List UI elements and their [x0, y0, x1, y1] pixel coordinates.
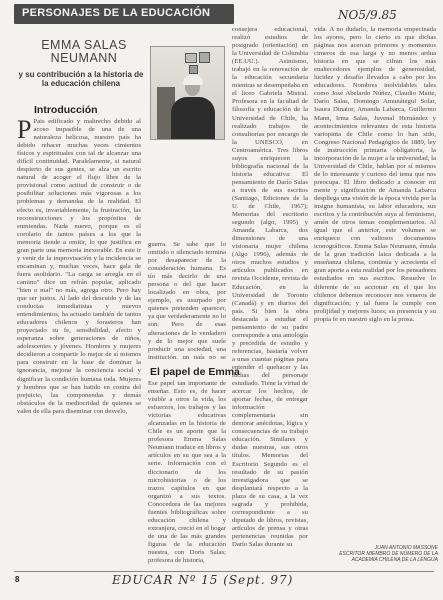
column-2b-text: Ese papel tan importante de enseñar. Esto es, de hacer visible a otros la vida, los esfuerzos, los trabajos y las victorias educativas alcanzadas en la historia de Chile es un aporte que la profesora Emma Salas Neumann traduce en libros y artículos en su que sea a la serie. Información con el diccionario de los microhistorias o de los trazos capítulos en que organizó a sus textos. Conocedora de las mejores fuentes bibliográficas sobre educación chilena y extranjera, creció en el hogar de una de las más grandes figuras de la educación nuestra, con Doris Salas; profesora de historia, [148, 380, 226, 565]
column-1-text: Pais edificado y maltrecho debido al acoso impasible de una de una naturaleza belicosa, nuestro país ha debido rehacer muchas veces cimientos físicos y espirituales con tal de alcanzar una difícil continuidad. Paralelamente, si natural despierto de sus gentes, se alza un escrito natural de acoger el flujo libre de la provisional como actitud de construir o de posibilitar soluciones más vigorosas a los problemas y demandas de la realidad. El efecto es, invariablemente, la frustración, las reconstrucciones y los propósitos de enmiendas. Nada nuevo, porque es el corolario de tantos países a los que la memoria tiende a omitir, lo que justifica en gran parte una memoria inexorable. En este ir y venir de la improvisación y la incidencia se encaminan y, muchas veces, hace gala de fuera asolidario. "La carga se arregla en el camino" dice un refrán popular, aplicado "bien o mal" no más, agrega otro. Pero hay que ser justos. Al lado del descuido y de las conductas inmediatistas y nuevos entendimientos, ha actuado también de tantos educadores chilenos y forasteros han proyectado su fe, sensibilidad, afecto y esperanza sobre generaciones de niños, adolescentes y jóvenes. Hombres y mujeres decidieron a compartir lo mejor de sí mismos para construir en la base de dominar la ignorancia, mejorar la conciencia social y dignificar la condición humana toda. Mujeres y hombres que se han batido en contra del prejuicio, las componendas y demás obstáculos de la mediocridad de quienes se valen de ella para diseminar con desvelo, [17, 118, 141, 415]
wall-picture [185, 53, 197, 63]
column-2-top [148, 241, 226, 359]
column-1 [17, 118, 141, 566]
column-4-text: vida. A no dudarlo, la memoria empecinada los ayores, pero lo cierto es que dichas páginas nos acercan primores y momentos cimeros de esa larga y no menos ardua historia en que se cifran los más enaltecedores ejemplos de generosidad, lucidez y desafío llevados a cabo por los educadores. Nombres inolvidables tales como José Abelardo Núñez, Claudio Matte, Darío Salas, Domingo Amunátegui Solar, Isaura Dinator, Amanda Labarca, Guillermo Mann, Irma Salas, Juvenal Hernández y acontecimientos relevantes de esta historia variopinta de Chile como lo han sido, Congreso Nacional Pedagógico de 1889, ley de instrucción primaria obligatoria, la incorporación de la mujer a la universidad, la Universidad de Chile, hablan por sí mismos de lo interesante y curioso del tema que nos preocupa. El libro dedicado a conocer mi mente y significación de Amanda Labarca despliega una visión de la época vivida por la insigne humanista, su labor educadora, sus escritos y la contribución suya al feminismo, amén de otros temas complementarios. Al igual que el anterior, este volumen se enriquece con valiosos documentos iconográficos. Emma Salas Neumann, émula de la gran tradición laica dedicada a la enseñanza chilena, continúa y acrecienta el gran aporte a esta realidad por los pensadores estudiados en sus escritos. Resuelve lo diferente de su accionar en el que los chilenos debemos reconocer nos veneros de dignificación; y tal fuera la cumple con prolijidad y mejores luces; su presencia y su propia fe en nuestro siglo en la prosa. [314, 26, 436, 323]
heading-papel-emma: El papel de Emma [150, 366, 240, 378]
signature-role-2: ACADEMIA CHILENA DE LA LENGUA [351, 557, 438, 563]
column-3 [232, 26, 308, 566]
section-header [14, 4, 234, 24]
title-line-1: EMMA SALAS [41, 38, 127, 52]
article-title [34, 39, 134, 65]
wall-picture [189, 65, 198, 74]
handwritten-note [338, 6, 423, 26]
heading-introduccion: Introducción [34, 104, 98, 116]
footer-rule [14, 571, 434, 572]
person-figure [171, 97, 215, 139]
portrait-photo [150, 46, 225, 140]
page-number: 8 [15, 575, 20, 584]
column-4 [314, 26, 436, 541]
author-signature [316, 545, 438, 563]
handwritten-footer: EDUCAR Nº 15 (Sept. 97) [112, 573, 294, 587]
article-subtitle: y su contribución a la historia de la educación chilena [18, 70, 144, 88]
column-2-text: guerra. Se sabe que lo omitido o silenciado termina por desaparecer de la consideración humana. Es tío más decirlo de una persona o del que hacer localizado en obra, por ejemplo, es usurpado por quienes pretenden aparecer, ya que verdaderamente no lo son. Pero de esas alteraciones de lo verdadero y de lo mejor que suele producir una sociedad, una institución, un país no se [148, 241, 226, 359]
title-line-2: NEUMANN [50, 51, 118, 65]
column-3-text: consejera educacional, realizó estudios de postgrado (orientación) en la Universidad de Columbia (EE.UU.). Asimismo, trabajó en la renovación de la educación secundaria mientras se desempeñaba en el liceo Gabriela Mistral. Profesora en la facultad de filosofía y educación de la Universidad de Chile, ha realizado trabajos de consultorías por encargo de la UNESCO, en Centroamérica. Tres libros suyos enriquecen la bibliografía nacional de la historia educativa: El pensamiento de Darío Salas a través de sus escritos (Santiago, Ediciones de la U. de Chile, 1967); Memorias del escritorio segundo (algo, 1995) y Amanda Labarca, dos dimensiones de una visionaria mujer chilena (Algo 1996), además de otros muchos estudios y artículos publicados en revista Occidente, revista de Educación, en la Universidad de Toronto (Canadá) y en diarios del país. Si bien la obra destacada a estudiar el pensamiento de su padre corresponde a una antología y precedida de estudio y referencias, bastaría volver a unas cuantas páginas para entender el quehacer y las luchas del personaje estudiado. Tiene la virtud de acercar los hechos, de aportar fechas, de entregar información complementaria sin demorar anécdotas, lógica y consecuencias de su trabajo educación. Similares y dudas nuestras, sus otros títulos. Memorias del Escritorio Segundo es el resultado de su pasión investigadora que se desplantará respecto a la plaza de su casa, a la vez sagrada y prohibida, correspondiente a su diputado de libros, revistas, artículos de prensa y otras pertenencias reunidas por Darío Salas durante su [232, 26, 308, 548]
handwritten-note-text: NO5/9.85 [338, 8, 397, 22]
wall-picture [199, 52, 210, 63]
signature-name: JUAN ANTONIO MASSONE [374, 545, 438, 551]
column-2-bottom [148, 380, 226, 566]
drop-cap: P [17, 118, 32, 144]
person-hair [183, 75, 203, 85]
signature-role-1: ESCRITOR MIEMBRO DE NÚMERO DE LA [339, 551, 438, 557]
section-header-text: PERSONAJES DE LA EDUCACIÓN [22, 7, 211, 19]
